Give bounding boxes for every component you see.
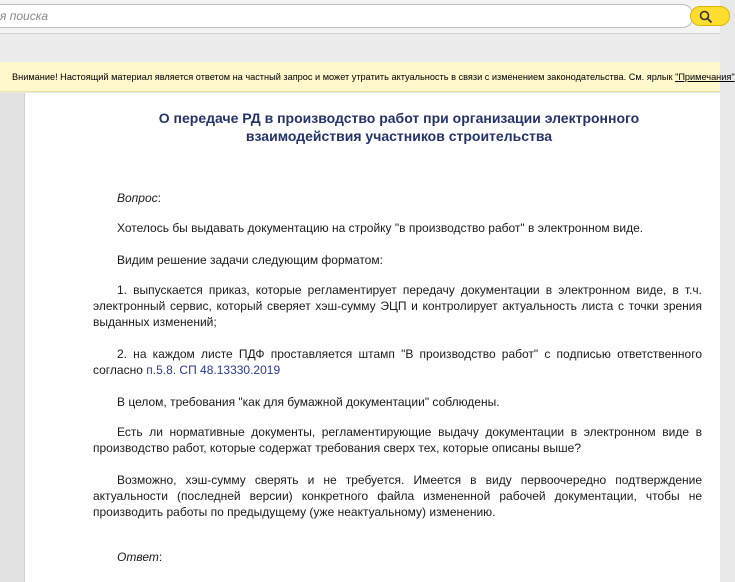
warning-banner: [0, 62, 735, 92]
question-heading: [93, 190, 702, 206]
paragraph-6: Есть ли нормативные документы, регламентирующие выдачу документации в электронном виде в производство работ, которые содержат требования сверх тех, которые описаны выше?: [93, 425, 702, 455]
answer-heading: [93, 549, 702, 565]
toolbar-strip: [0, 34, 720, 62]
search-button[interactable]: [690, 6, 730, 26]
paragraph-5: В целом, требования "как для бумажной документации" соблюдены.: [117, 395, 500, 409]
search-bar: [0, 0, 720, 34]
notes-link[interactable]: "Примечания": [675, 72, 735, 82]
search-icon: [699, 10, 713, 24]
document-title: О передаче РД в производство работ при организации электронного взаимодействия участников строительства: [158, 110, 640, 144]
answer-label: Ответ: [117, 550, 159, 564]
paragraph-2: Видим решение задачи следующим форматом:: [117, 253, 383, 267]
left-sidebar: [0, 93, 25, 582]
warning-text: Внимание! Настоящий материал является ответом на частный запрос и может утратить актуальность в связи с изменением законодательства. См. ярлык: [12, 72, 676, 82]
question-label: Вопрос: [117, 191, 158, 205]
paragraph-3: 1. выпускается приказ, которые регламентирует передачу документации в электронном виде, в т.ч. электронный сервис, который сверяет хэш-сумму ЭЦП и контролирует актуальность листа с точки зрения выданных изменений;: [93, 283, 702, 329]
question-colon: :: [157, 191, 161, 205]
search-input[interactable]: [0, 4, 694, 28]
paragraph-4: [93, 346, 702, 378]
sp-reference-link[interactable]: п.5.8. СП 48.13330.2019: [146, 363, 281, 377]
paragraph-1: Хотелось бы выдавать документацию на стройку "в производство работ" в электронном виде.: [117, 221, 644, 235]
paragraph-4-text: 2. на каждом листе ПДФ проставляется штамп "В производство работ" с подписью ответственного согласно: [93, 347, 702, 377]
answer-colon: :: [158, 550, 163, 564]
document-page: [25, 93, 720, 582]
paragraph-7: Возможно, хэш-сумму сверять и не требуется. Имеется в виду первоочередно подтверждение актуальности (последней версии) конкретного файла измененной рабочей документации, чтобы не производить работы по предыдущему (уже неактуальному) изменению.: [93, 473, 702, 519]
